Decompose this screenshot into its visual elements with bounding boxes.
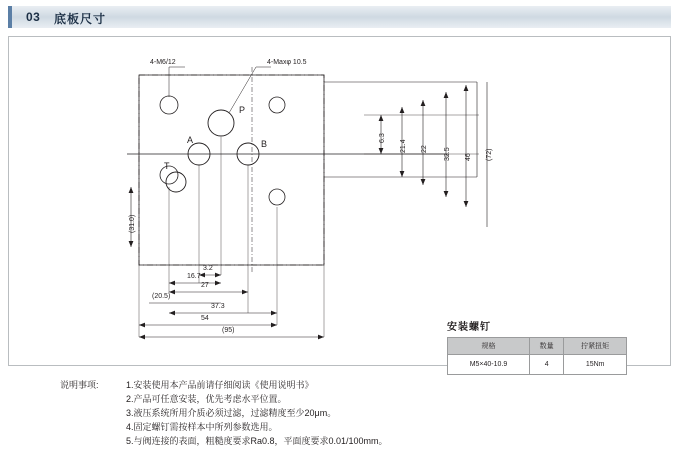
table-header-spec: 规格: [448, 338, 530, 355]
dim-horizontal-20-5: (20.5): [152, 293, 171, 300]
dim-horizontal-16-7: 16.7: [187, 273, 201, 280]
list-item: 2.产品可任意安装，优先考虑水平位置。: [126, 394, 287, 404]
notes-label: 说明事项:: [60, 380, 99, 390]
section-header-bar: [8, 6, 671, 28]
cell-torque: 15Nm: [564, 355, 627, 375]
base-plate-drawing: [9, 37, 670, 365]
dim-horizontal-3-2: 3.2: [203, 265, 213, 272]
dim-horizontal-27: 27: [201, 282, 209, 289]
table-header-torque: 拧紧扭矩: [564, 338, 627, 355]
list-item: 5.与阀连接的表面，粗糙度要求Ra0.8，平面度要求0.01/100mm。: [126, 436, 388, 446]
cell-qty: 4: [529, 355, 563, 375]
dim-vertical-32-5: 32.5: [444, 147, 451, 161]
list-item: 3.液压系统所用介质必须过滤，过滤精度至少20μm。: [126, 408, 337, 418]
screw-table-title: 安装螺钉: [447, 322, 491, 333]
screw-table: [447, 337, 627, 375]
dim-vertical-72: (72): [486, 148, 493, 161]
dim-vertical-46: 46: [465, 153, 472, 161]
list-item: 4.固定螺钉需按样本中所列参数选用。: [126, 422, 278, 432]
mounting-screw-block: [447, 318, 627, 375]
section-number: 03: [26, 10, 41, 24]
dim-vertical-22: 22: [421, 145, 428, 153]
callout-holes-m6: 4-M6/12: [150, 59, 176, 66]
table-header-qty: 数量: [529, 338, 563, 355]
dim-horizontal-95: (95): [222, 327, 235, 334]
notes-block: [60, 378, 660, 448]
dim-vertical-21-4: 21.4: [400, 139, 407, 153]
notes-list: [60, 378, 660, 448]
port-label-a: A: [187, 135, 194, 145]
dim-left-side: (31.0): [129, 214, 136, 233]
dim-horizontal-37-3: 37.3: [211, 303, 225, 310]
cell-spec: M5×40-10.9: [448, 355, 530, 375]
dim-horizontal-54: 54: [201, 315, 209, 322]
port-label-t: T: [164, 161, 170, 171]
list-item: 1.安装使用本产品前请仔细阅读《使用说明书》: [126, 380, 314, 390]
technical-drawing-frame: [8, 36, 671, 366]
dim-vertical-6-3: 6.3: [379, 133, 386, 143]
table-header-row: [448, 338, 627, 355]
table-row: [448, 355, 627, 375]
callout-holes-max: 4-Maxφ 10.5: [267, 59, 307, 66]
page-title: 底板尺寸: [54, 12, 107, 26]
port-label-b: B: [261, 139, 268, 149]
port-label-p: P: [239, 105, 246, 115]
